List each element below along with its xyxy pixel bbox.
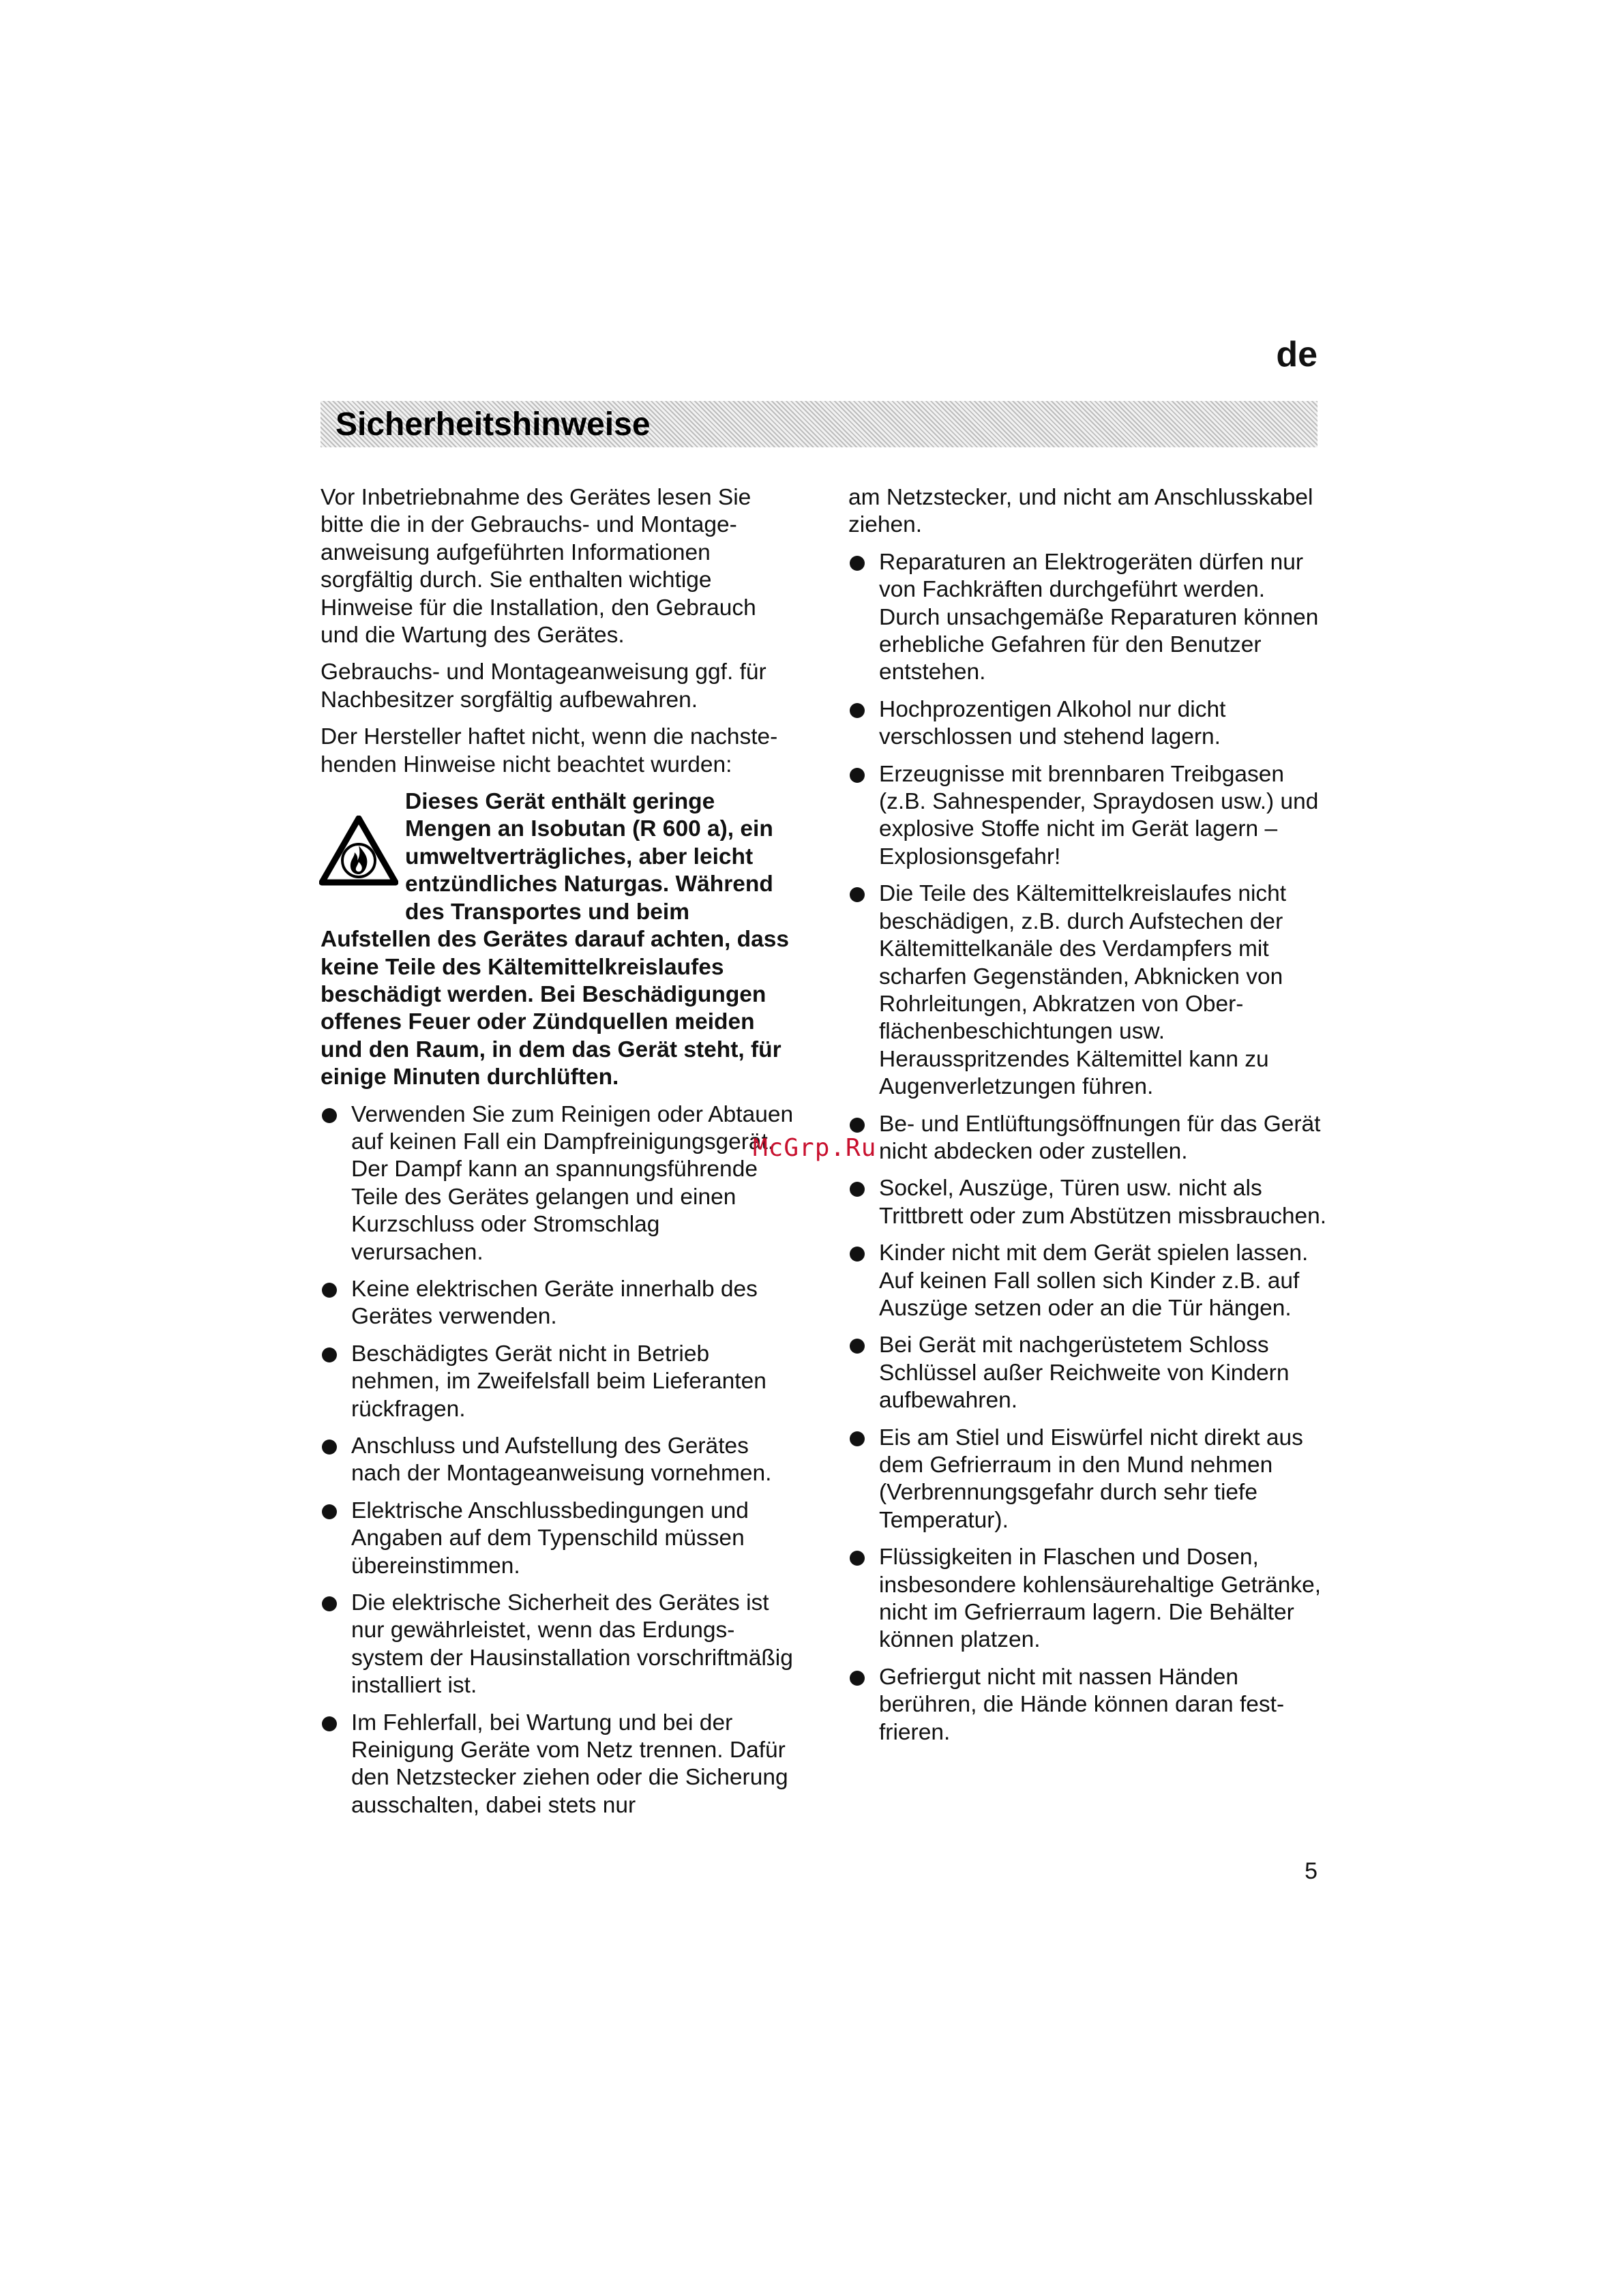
list-item-text: Eis am Stiel und Eiswürfel nicht direkt aus dem Gefrierraum in den Mund nehmen (Verbrennungsgefahr durch sehr tiefe Temperatur). — [879, 1425, 1303, 1533]
warning-text: Dieses Gerät enthält geringe Mengen an Isobutan (R 600 a), ein umweltverträgliches, aber leicht entzündliches Naturgas. Während des Transportes und beim Aufstellen des Gerätes darauf achten, dass keine Teile des Kältemittelkreislaufes beschädigt werden. Bei Beschädigungen offenes Feuer oder Zündquellen meiden und den Raum, in dem das Gerät steht, für einige Minuten durchlüften. — [321, 789, 789, 1090]
bullet-icon — [322, 1504, 337, 1519]
list-item — [848, 1240, 1329, 1322]
isobutane-warning — [321, 788, 798, 1091]
left-column — [321, 484, 798, 1829]
list-item-text: Verwenden Sie zum Reinigen oder Abtauen auf keinen Fall ein Dampfreinigungsgerät. Der Dampf kann an spannungsführende Teile des Gerätes gelangen und einen Kurzschluss oder Stromschlag verursachen. — [351, 1101, 794, 1265]
bullet-icon — [850, 1339, 865, 1354]
bullet-icon — [322, 1716, 337, 1731]
bullet-icon — [850, 1182, 865, 1197]
right-bullet-list — [848, 549, 1329, 1746]
list-item-text: Die Teile des Kältemittelkreislaufes nicht beschädigen, z.B. durch Aufstechen der Kältemittelkanäle des Verdampfers mit scharfen Gegenständen, Abknicken von Rohrleitungen, Abkratzen von Oberflächenbeschichtungen usw. Herausspritzendes Kältemittel kann zu Augenverletzungen führen. — [879, 881, 1287, 1100]
list-item — [848, 1175, 1329, 1230]
list-item-text: Elektrische Anschlussbedingungen und Angaben auf dem Typenschild müssen übereinstimmen. — [351, 1497, 749, 1579]
bullet-icon — [850, 1118, 865, 1133]
list-item-text: Reparaturen an Elektrogeräten dürfen nur von Fachkräften durchgeführt werden. Durch unsachgemäße Reparaturen können erhebliche Gefahren für den Benutzer entstehen. — [879, 549, 1319, 685]
list-item — [848, 696, 1329, 751]
list-item — [321, 1276, 798, 1331]
page-number: 5 — [1305, 1858, 1317, 1884]
list-item-text: Erzeugnisse mit brennbaren Treibgasen (z.B. Sahnespender, Spraydosen usw.) und explosive Stoffe nicht im Gerät lagern – Explosionsgefahr! — [879, 761, 1319, 869]
bullet-icon — [850, 556, 865, 571]
bullet-icon — [850, 768, 865, 783]
language-code: de — [1276, 335, 1317, 374]
list-item — [321, 1590, 798, 1700]
list-item-text: Kinder nicht mit dem Gerät spielen lassen. Auf keinen Fall sollen sich Kinder z.B. auf Auszüge setzen oder an die Tür hängen. — [879, 1240, 1309, 1321]
list-item-text: Bei Gerät mit nachgerüstetem Schloss Schlüssel außer Reichweite von Kindern aufbewahren. — [879, 1332, 1290, 1414]
list-item-text: Gefriergut nicht mit nassen Händen berühren, die Hände können daran festfrieren. — [879, 1664, 1285, 1745]
list-item — [848, 1544, 1329, 1654]
section-title: Sicherheitshinweise — [336, 406, 651, 443]
flammable-warning-icon — [319, 816, 400, 904]
list-item-text: Hochprozentigen Alkohol nur dicht verschlossen und stehend lagern. — [879, 696, 1226, 750]
intro-paragraph-3: Der Hersteller haftet nicht, wenn die nachstehenden Hinweise nicht beachtet wurden: — [321, 724, 778, 777]
list-item-text: Keine elektrischen Geräte innerhalb des Gerätes verwenden. — [351, 1276, 758, 1330]
section-heading-bar — [321, 401, 1317, 447]
list-item — [848, 1111, 1329, 1166]
bullet-icon — [850, 1671, 865, 1686]
bullet-icon — [850, 1431, 865, 1446]
list-item — [321, 1497, 798, 1580]
list-item — [848, 549, 1329, 687]
bullet-icon — [850, 703, 865, 718]
bullet-icon — [322, 1347, 337, 1362]
list-item-text: Im Fehlerfall, bei Wartung und bei der Reinigung Geräte vom Netz trennen. Dafür den Netzstecker ziehen oder die Sicherung ausschalten, dabei stets nur — [351, 1710, 788, 1818]
intro-paragraph-1: Vor Inbetriebnahme des Gerätes lesen Sie bitte die in der Gebrauchs- und Montageanweisung aufgeführten Informationen sorgfältig durch. Sie enthalten wichtige Hinweise für die Installation, den Gebrauch und die Wartung des Gerätes. — [321, 485, 756, 648]
bullet-icon — [322, 1108, 337, 1123]
continued-text: am Netzstecker, und nicht am Anschlusskabel ziehen. — [848, 485, 1313, 538]
bullet-icon — [322, 1283, 337, 1298]
list-item-text: Sockel, Auszüge, Türen usw. nicht als Trittbrett oder zum Abstützen missbrauchen. — [879, 1176, 1327, 1229]
list-item — [848, 880, 1329, 1101]
list-item — [848, 761, 1329, 871]
left-bullet-list — [321, 1101, 798, 1820]
right-column — [848, 484, 1329, 1756]
intro-paragraph-2: Gebrauchs- und Montageanweisung ggf. für Nachbesitzer sorgfältig aufbewahren. — [321, 659, 766, 713]
list-item-text: Beschädigtes Gerät nicht in Betrieb nehmen, im Zweifelsfall beim Lieferanten rückfragen. — [351, 1341, 766, 1422]
list-item — [321, 1433, 798, 1488]
list-item — [848, 1664, 1329, 1746]
bullet-icon — [850, 1247, 865, 1262]
list-item — [848, 1332, 1329, 1414]
list-item — [848, 1425, 1329, 1535]
list-item — [321, 1710, 798, 1820]
list-item — [321, 1341, 798, 1423]
bullet-icon — [850, 1551, 865, 1566]
list-item-text: Be- und Entlüftungsöffnungen für das Gerät nicht abdecken oder zustellen. — [879, 1111, 1321, 1164]
bullet-icon — [322, 1440, 337, 1455]
list-item-text: Die elektrische Sicherheit des Gerätes ist nur gewährleistet, wenn das Erdungssystem der Hausinstallation vorschriftmäßig installiert ist. — [351, 1590, 793, 1699]
bullet-icon — [850, 887, 865, 902]
bullet-icon — [322, 1596, 337, 1611]
list-item-text: Flüssigkeiten in Flaschen und Dosen, insbesondere kohlensäurehaltige Getränke, nicht im Gefrierraum lagern. Die Behälter können platzen. — [879, 1545, 1322, 1653]
list-item — [321, 1101, 798, 1266]
watermark: McGrp.Ru — [753, 1134, 877, 1162]
list-item-text: Anschluss und Aufstellung des Gerätes nach der Montageanweisung vornehmen. — [351, 1433, 772, 1487]
